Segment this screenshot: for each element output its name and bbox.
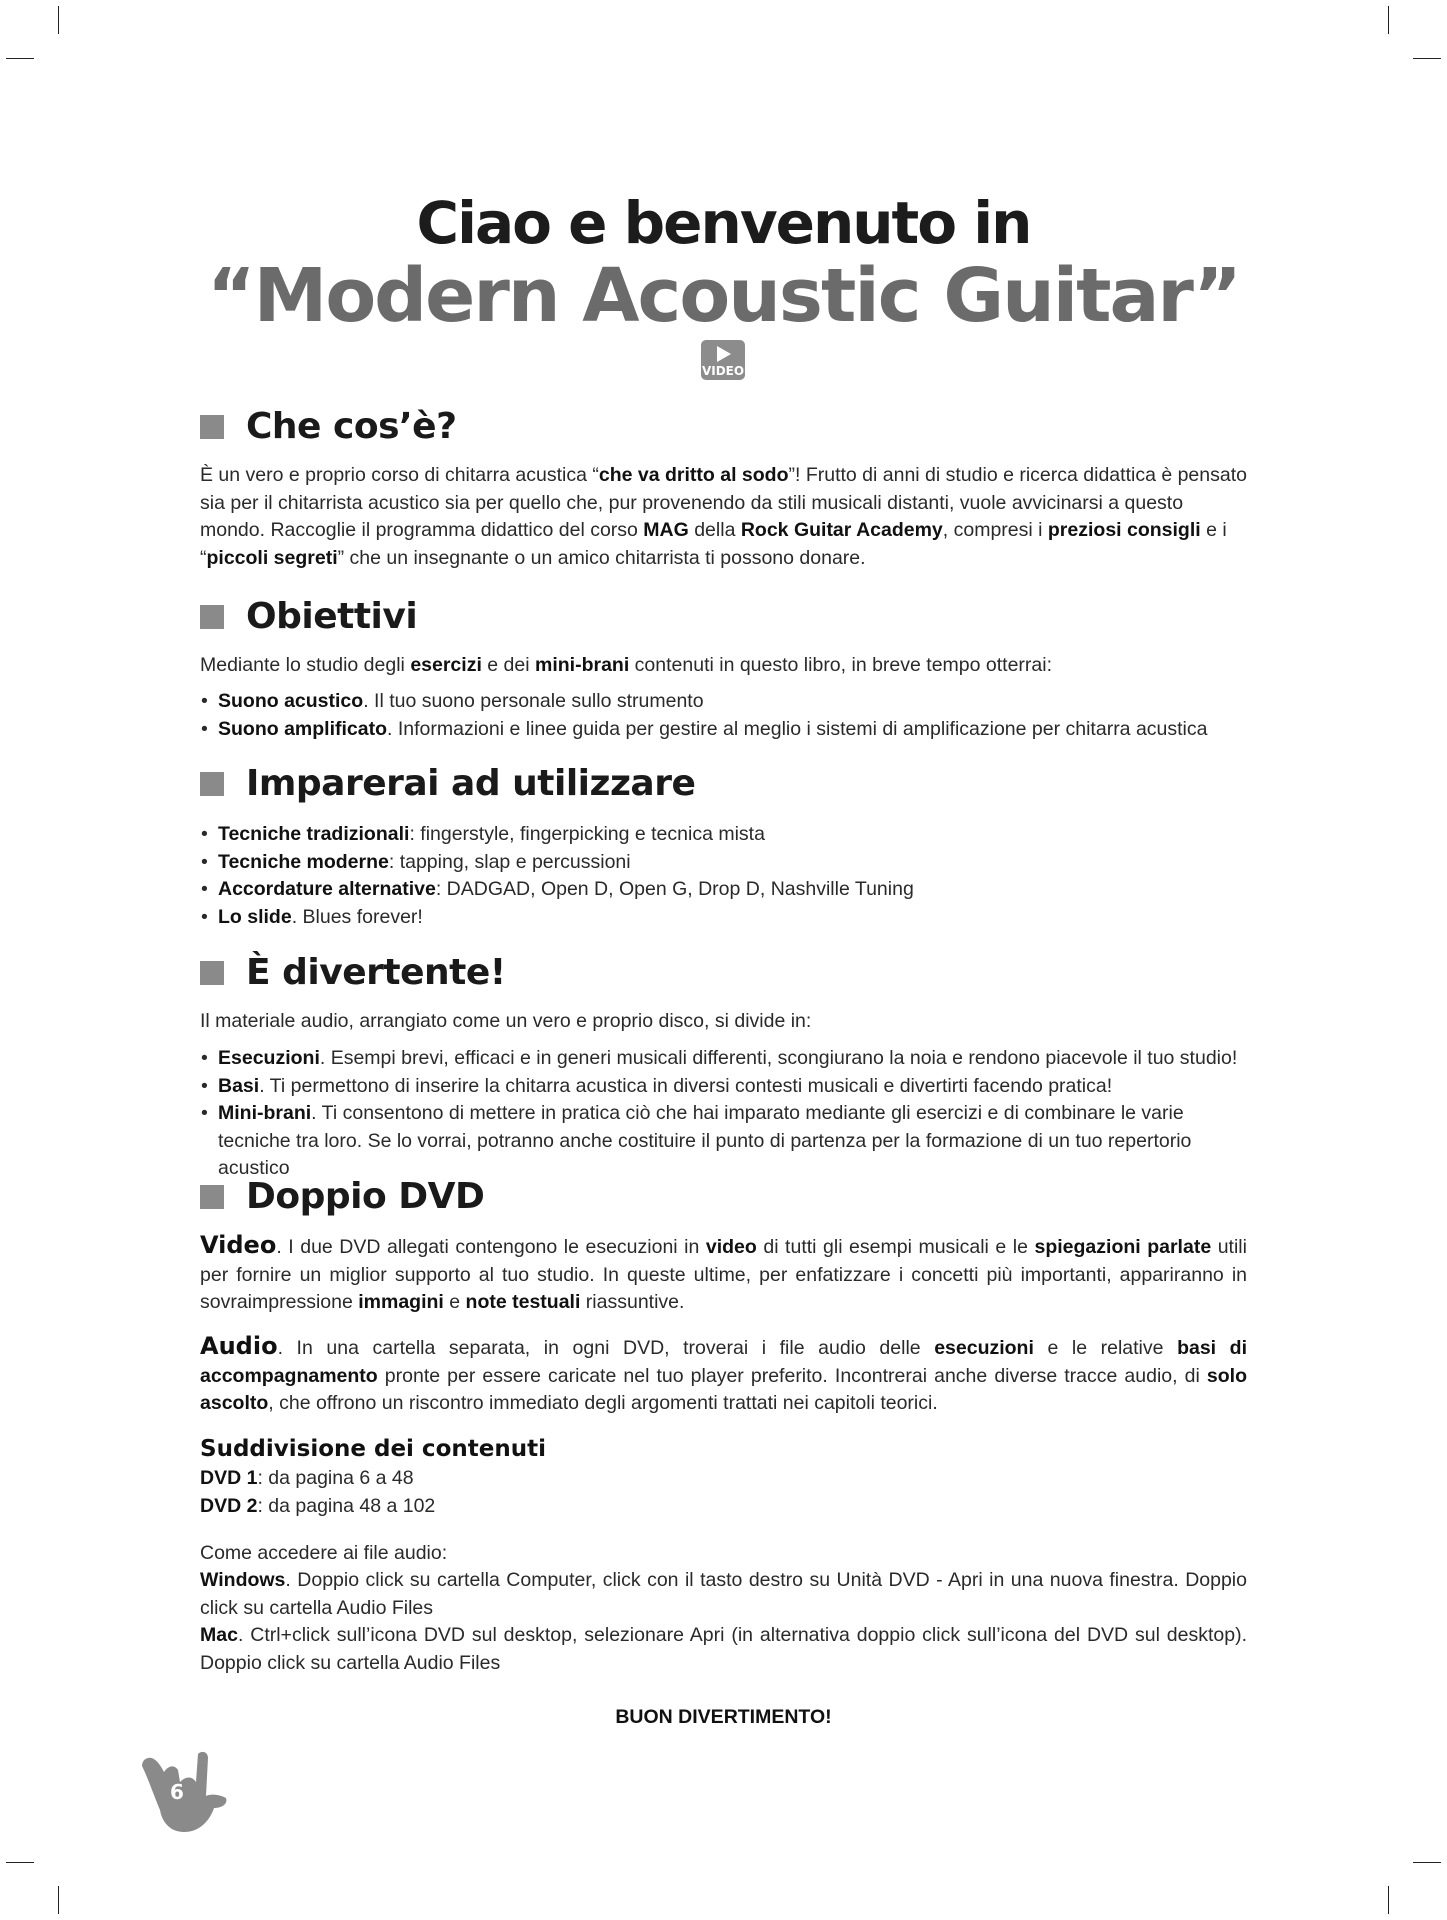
- crop-mark: [1413, 58, 1441, 59]
- section-heading-che: [200, 406, 456, 447]
- paragraph-video: Video. I due DVD allegati contengono le esecuzioni in video di tutti gli esempi musicali e le spiegazioni parlate utili per fornire un miglior supporto al tuo studio. In queste ultime, per enfatizzare i concetti più importanti, appariranno in sovraimpressione immagini e note testuali riassuntive.: [200, 1231, 1247, 1313]
- square-bullet-icon: [200, 415, 224, 439]
- crop-mark: [58, 1886, 59, 1914]
- page-title: [200, 188, 1247, 339]
- section-heading-dvd: [200, 1176, 484, 1217]
- crop-mark: [58, 6, 59, 34]
- access-intro: Come accedere ai file audio:: [200, 1542, 448, 1564]
- section-heading-imparerai: [200, 763, 695, 804]
- title-line-1: Ciao e benvenuto in: [416, 189, 1031, 257]
- crop-mark: [6, 1862, 34, 1863]
- hand-logo-icon: [140, 1746, 230, 1836]
- mac-instructions: Mac. Ctrl+click sull’icona DVD sul desktop, selezionare Apri (in alternativa doppio click sull’icona del DVD sul desktop). Doppio click su cartella Audio Files: [200, 1624, 1247, 1674]
- list-item: • Tecniche moderne: tapping, slap e percussioni: [200, 849, 1247, 877]
- sub-heading-suddivisione: Suddivisione dei contenuti: [200, 1436, 546, 1462]
- paragraph-divertente-intro: Il materiale audio, arrangiato come un vero e proprio disco, si divide in:: [200, 1010, 812, 1032]
- video-badge-label: VIDEO: [701, 364, 745, 378]
- heading-text: Obiettivi: [246, 596, 418, 637]
- section-heading-divertente: [200, 952, 506, 993]
- list-item: • Suono amplificato. Informazioni e linee guida per gestire al meglio i sistemi di amplificazione per chitarra acustica: [200, 716, 1247, 744]
- list-item: • Lo slide. Blues forever!: [200, 904, 1247, 932]
- crop-mark: [6, 58, 34, 59]
- heading-text: Doppio DVD: [246, 1176, 485, 1217]
- list-imparerai: [200, 821, 1247, 931]
- heading-text: Che cos’è?: [246, 406, 457, 447]
- play-icon: [717, 346, 731, 362]
- title-line-2: “Modern Acoustic Guitar”: [207, 253, 1240, 339]
- section-heading-obiettivi: [200, 596, 417, 637]
- paragraph-obiettivi-intro: Mediante lo studio degli esercizi e dei mini-brani contenuti in questo libro, in breve tempo otterrai:: [200, 654, 1053, 676]
- heading-text: Imparerai ad utilizzare: [246, 763, 696, 804]
- list-item: • Tecniche tradizionali: fingerstyle, fingerpicking e tecnica mista: [200, 821, 1247, 849]
- square-bullet-icon: [200, 605, 224, 629]
- list-item: • Accordature alternative: DADGAD, Open D, Open G, Drop D, Nashville Tuning: [200, 876, 1247, 904]
- paragraph-che: È un vero e proprio corso di chitarra acustica “che va dritto al sodo”! Frutto di anni di studio e ricerca didattica è pensato sia per il chitarrista acustico sia per quello che, pur provenendo da stili musicali distanti, vuole avvicinarsi a questo mondo. Raccoglie il programma didattico del corso MAG della Rock Guitar Academy, compresi i preziosi consigli e i “piccoli segreti” che un insegnante o un amico chitarrista ti possono donare.: [200, 464, 1247, 569]
- list-item: • Esecuzioni. Esempi brevi, efficaci e in generi musicali differenti, scongiurano la noia e rendono piacevole il tuo studio!: [200, 1045, 1247, 1073]
- dvd2-line: DVD 2: da pagina 48 a 102: [200, 1495, 436, 1517]
- square-bullet-icon: [200, 1185, 224, 1209]
- video-badge: [701, 340, 745, 380]
- closing-text: BUON DIVERTIMENTO!: [615, 1706, 832, 1728]
- page-number: 6: [170, 1780, 184, 1804]
- crop-mark: [1413, 1862, 1441, 1863]
- list-obiettivi: [200, 688, 1247, 743]
- square-bullet-icon: [200, 961, 224, 985]
- paragraph-audio: Audio. In una cartella separata, in ogni DVD, troverai i file audio delle esecuzioni e le relative basi di accompagnamento pronte per essere caricate nel tuo player preferito. Incontrerai anche diverse tracce audio, di solo ascolto, che offrono un riscontro immediato degli argomenti trattati nei capitoli teorici.: [200, 1332, 1247, 1414]
- heading-text: È divertente!: [246, 952, 506, 993]
- dvd1-line: DVD 1: da pagina 6 a 48: [200, 1467, 414, 1489]
- list-item: • Basi. Ti permettono di inserire la chitarra acustica in diversi contesti musicali e divertirti facendo pratica!: [200, 1073, 1247, 1101]
- list-item: • Suono acustico. Il tuo suono personale sullo strumento: [200, 688, 1247, 716]
- list-divertente: [200, 1045, 1247, 1183]
- list-item: • Mini-brani. Ti consentono di mettere in pratica ciò che hai imparato mediante gli esercizi e di combinare le varie tecniche tra loro. Se lo vorrai, potranno anche costituire il punto di partenza per la formazione di un tuo repertorio acustico: [200, 1100, 1247, 1183]
- windows-instructions: Windows. Doppio click su cartella Computer, click con il tasto destro su Unità DVD - Apri in una nuova finestra. Doppio click su cartella Audio Files: [200, 1569, 1247, 1619]
- square-bullet-icon: [200, 772, 224, 796]
- crop-mark: [1388, 1886, 1389, 1914]
- crop-mark: [1388, 6, 1389, 34]
